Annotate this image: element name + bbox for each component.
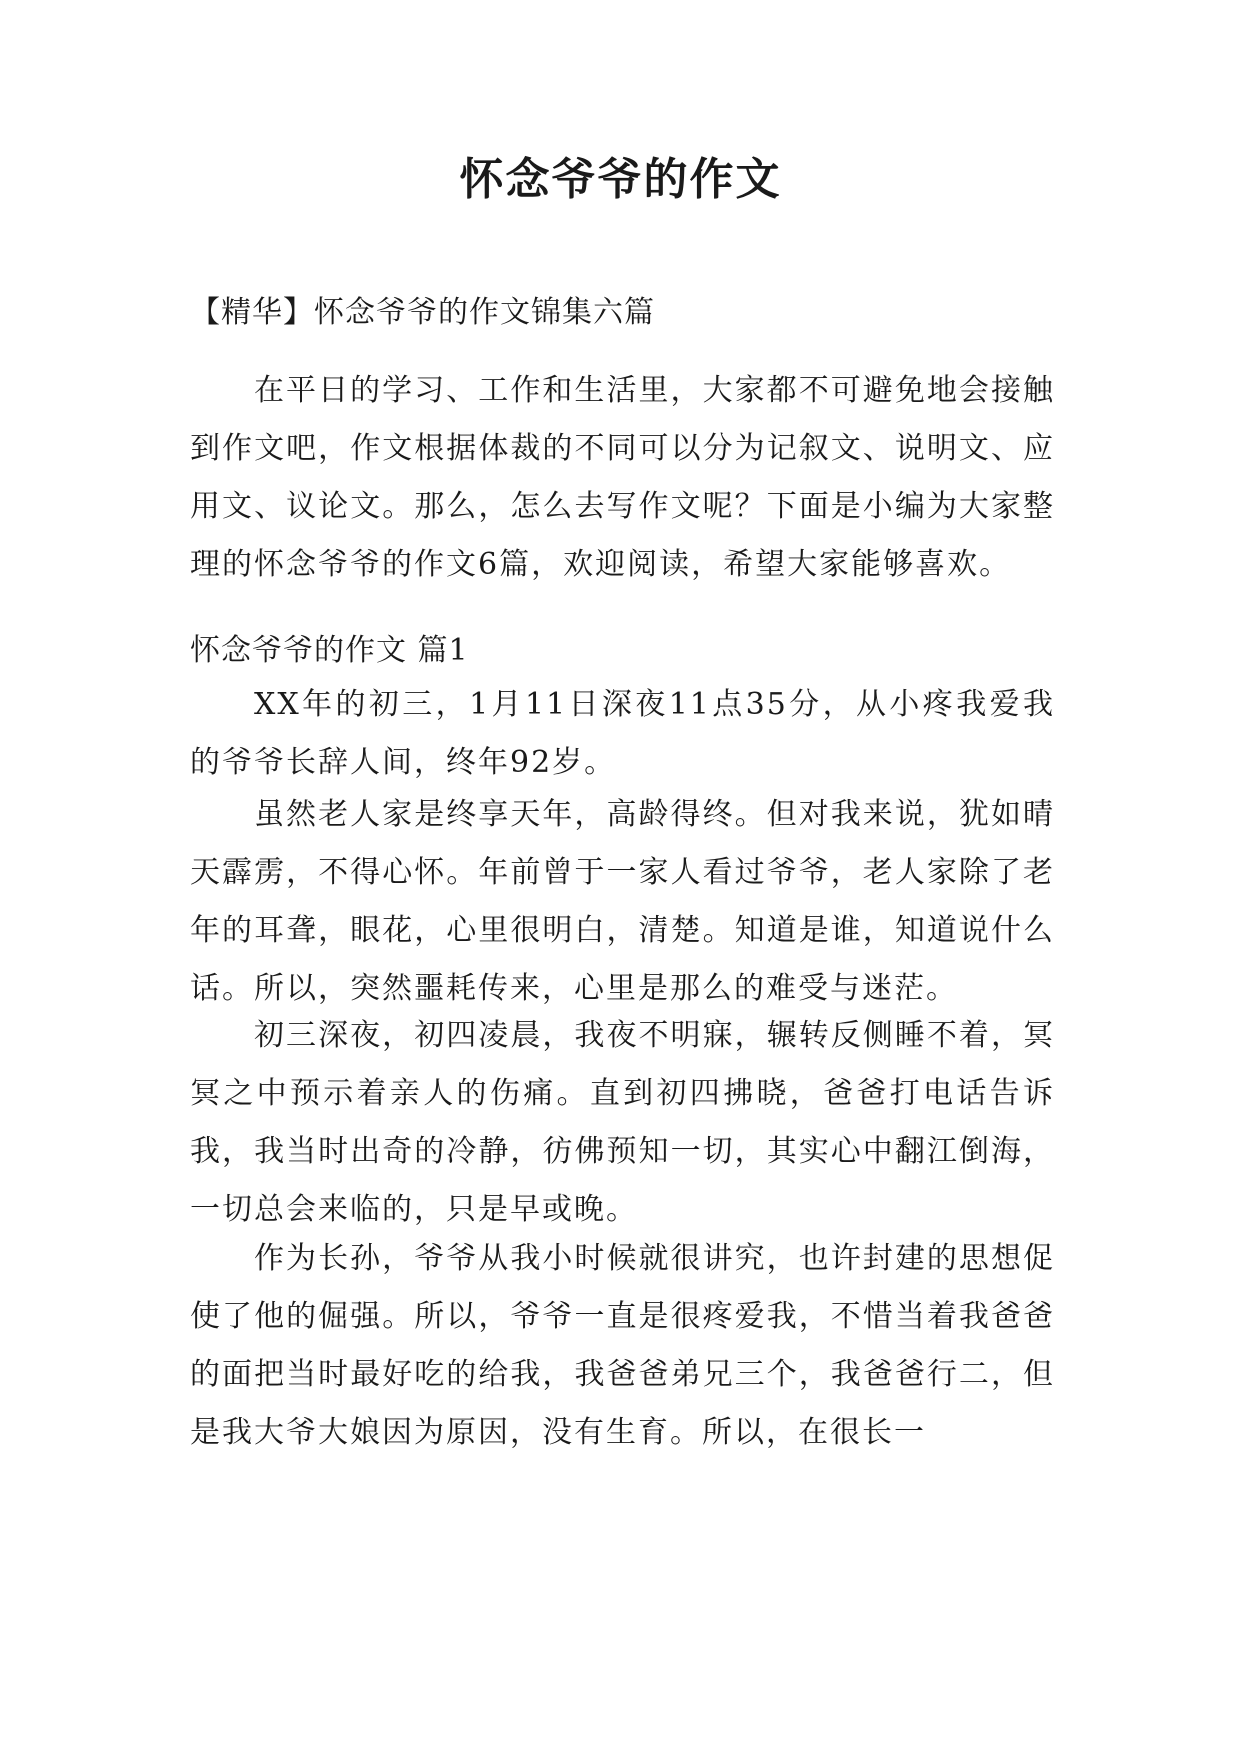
document-title: 怀念爷爷的作文 <box>459 154 782 205</box>
body-paragraph: 作为长孙，爷爷从我小时候就很讲究，也许封建的思想促使了他的倔强。所以，爷爷一直是很疼爱我，不惜当着我爸爸的面把当时最好吃的给我，我爸爸弟兄三个，我爸爸行二，但是我大爷大娘因为原因，没有生育。所以，在很长一 <box>190 1241 1055 1450</box>
body-paragraph: XX年的初三，1月11日深夜11点35分，从小疼我爱我的爷爷长辞人间，终年92岁。 <box>190 687 1055 780</box>
intro-paragraph: 在平日的学习、工作和生活里，大家都不可避免地会接触到作文吧，作文根据体裁的不同可以分为记叙文、说明文、应用文、议论文。那么，怎么去写作文呢？下面是小编为大家整理的怀念爷爷的作文6篇，欢迎阅读，希望大家能够喜欢。 <box>190 373 1055 582</box>
body-paragraph: 初三深夜，初四凌晨，我夜不明寐，辗转反侧睡不着，冥冥之中预示着亲人的伤痛。直到初四拂晓，爸爸打电话告诉我，我当时出奇的冷静，彷佛预知一切，其实心中翻江倒海，一切总会来临的，只是早或晚。 <box>190 1018 1055 1227</box>
section-heading-1: 怀念爷爷的作文 篇1 <box>190 633 469 668</box>
body-paragraph: 虽然老人家是终享天年，高龄得终。但对我来说，犹如晴天霹雳，不得心怀。年前曾于一家人看过爷爷，老人家除了老年的耳聋，眼花，心里很明白，清楚。知道是谁，知道说什么话。所以，突然噩耗传来，心里是那么的难受与迷茫。 <box>190 797 1055 1006</box>
document-subtitle: 【精华】怀念爷爷的作文锦集六篇 <box>190 295 655 330</box>
